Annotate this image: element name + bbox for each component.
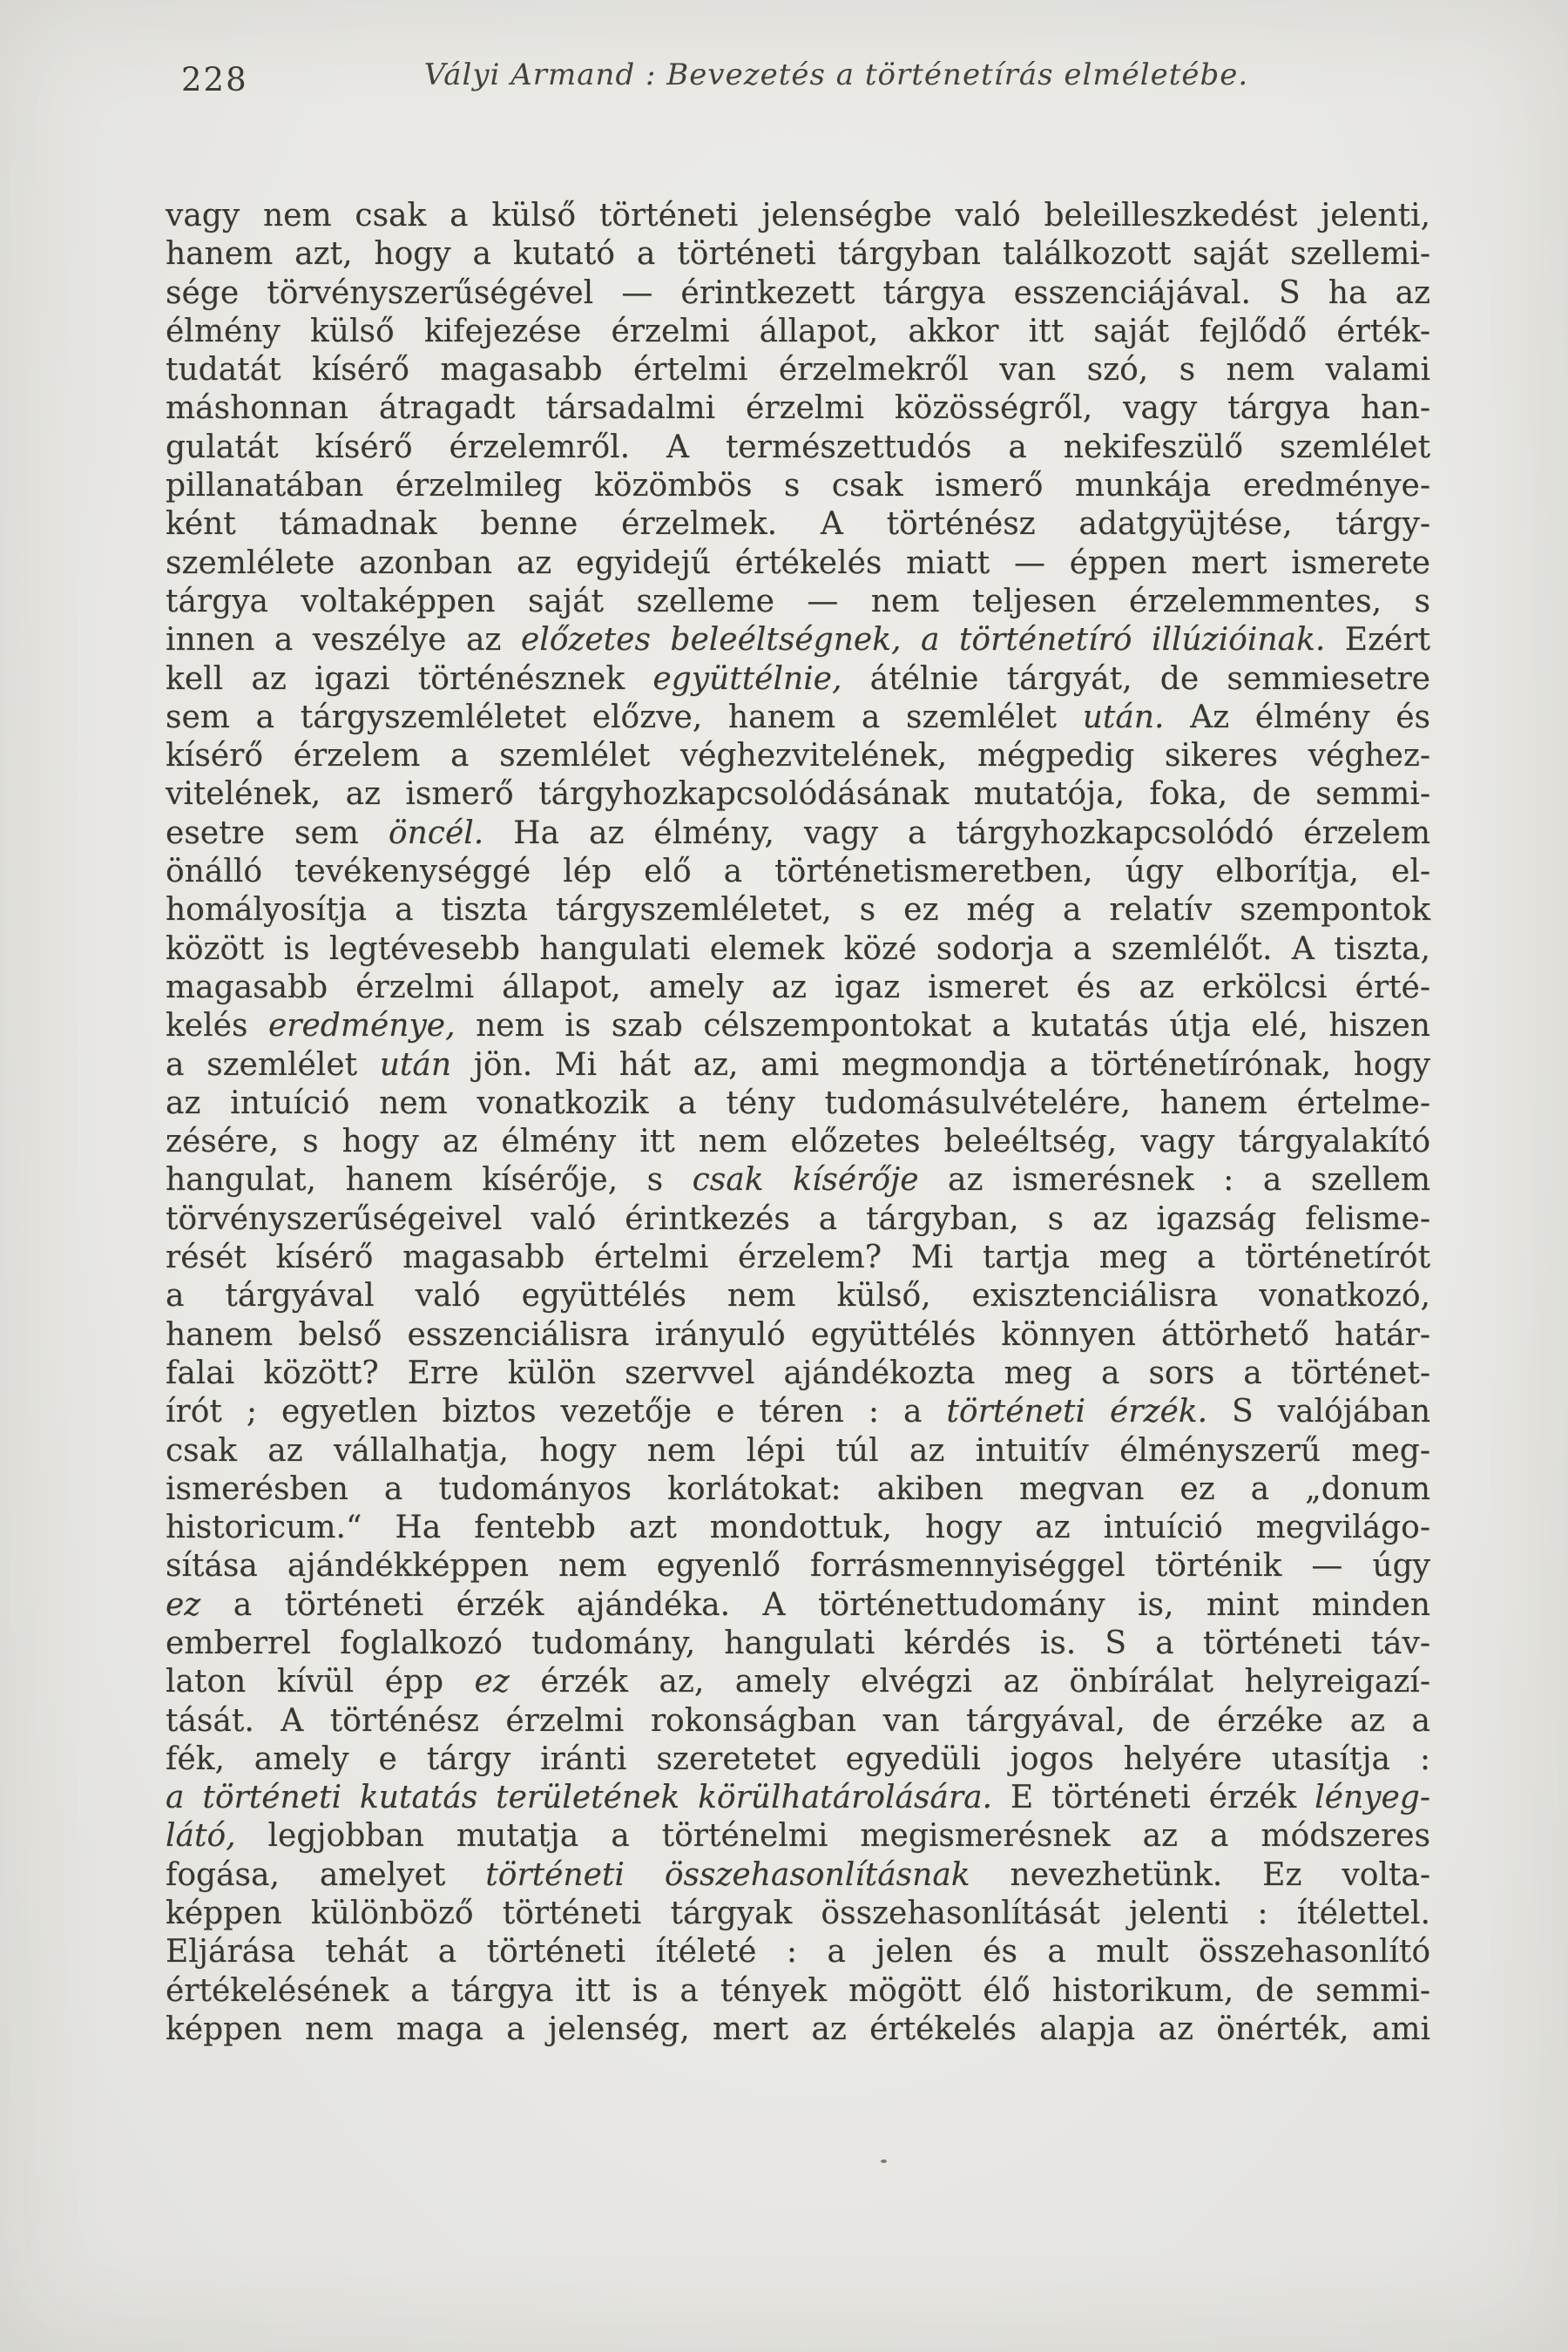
text-line: kelés eredménye, nem is szab célszempontokat a kutatás útja elé, hiszen [166, 1008, 1430, 1044]
text-line: látó, legjobban mutatja a történelmi megismerésnek az a módszeres [166, 1818, 1430, 1855]
text-line: laton kívül épp ez érzék az, amely elvégzi az önbírálat helyreigazí- [166, 1664, 1430, 1700]
text-line: sítása ajándékképpen nem egyenlő forrásmennyiséggel történik — úgy [166, 1548, 1430, 1585]
text-line: vagy nem csak a külső történeti jelenségbe való beleilleszkedést jelenti, [166, 198, 1430, 233]
text-line: csak az vállalhatja, hogy nem lépi túl az intuitív élményszerű meg- [166, 1432, 1430, 1469]
text-line: hanem belső esszenciálisra irányuló együttélés könnyen áttörhető határ- [166, 1316, 1430, 1353]
text-line: máshonnan átragadt társadalmi érzelmi közösségről, vagy tárgya han- [166, 390, 1430, 427]
text-line: tárgya voltaképpen saját szelleme — nem teljesen érzelemmentes, s [166, 583, 1430, 619]
text-line: értékelésének a tárgya itt is a tények mögött élő historikum, de semmi- [166, 1972, 1430, 2009]
text-line: esetre sem öncél. Ha az élmény, vagy a tárgyhozkapcsolódó érzelem [166, 814, 1430, 851]
text-line: törvényszerűségeivel való érintkezés a tárgyban, s az igazság felisme- [166, 1200, 1430, 1237]
text-line: historicum.“ Ha fentebb azt mondottuk, hogy az intuíció megvilágo- [166, 1510, 1430, 1546]
running-header: Vályi Armand : Bevezetés a történetírás elméletébe. [423, 57, 1249, 92]
text-line: ez a történeti érzék ajándéka. A történettudomány is, mint minden [166, 1586, 1430, 1623]
body-text [166, 197, 1430, 2049]
text-line: fogása, amelyet történeti összehasonlításnak nevezhetünk. Ez volta- [166, 1856, 1430, 1893]
text-line: innen a veszélye az előzetes beleéltségnek, a történetíró illúzióinak. Ezért [166, 622, 1431, 659]
text-line: ismerésben a tudományos korlátokat: akiben megvan ez a „donum [166, 1470, 1430, 1507]
text-line: vitelének, az ismerő tárgyhozkapcsolódásának mutatója, foka, de semmi- [166, 776, 1430, 813]
text-line: kell az igazi történésznek együttélnie, átélnie tárgyát, de semmiesetre [166, 660, 1430, 697]
text-line: Eljárása tehát a történeti ítéleté : a jelen és a mult összehasonlító [166, 1934, 1430, 1970]
text-line: között is legtévesebb hangulati elemek közé sodorja a szemlélőt. A tiszta, [166, 930, 1430, 967]
page-header [0, 57, 1568, 101]
text-line: a szemlélet után jön. Mi hát az, ami megmondja a történetírónak, hogy [166, 1046, 1430, 1083]
text-line: homályosítja a tiszta tárgyszemléletet, s ez még a relatív szempontok [166, 892, 1430, 929]
text-line: sége törvényszerűségével — érintkezett tárgya esszenciájával. S ha az [166, 274, 1430, 311]
text-line: rését kísérő magasabb értelmi érzelem? Mi tartja meg a történetírót [166, 1240, 1430, 1276]
text-line: emberrel foglalkozó tudomány, hangulati kérdés is. S a történeti táv- [166, 1625, 1430, 1661]
text-line: a tárgyával való együttélés nem külső, exisztenciálisra vonatkozó, [166, 1278, 1430, 1315]
text-line: gulatát kísérő érzelemről. A természettudós a nekifeszülő szemlélet [166, 429, 1430, 465]
text-line: képpen nem maga a jelenség, mert az értékelés alapja az önérték, ami [166, 2011, 1430, 2047]
text-line: tását. A történész érzelmi rokonságban van tárgyával, de érzéke az a [166, 1702, 1430, 1739]
text-line: képpen különböző történeti tárgyak összehasonlítását jelenti : ítélettel. [166, 1896, 1430, 1932]
text-line: hanem azt, hogy a kutató a történeti tárgyban találkozott saját szellemi- [166, 236, 1430, 273]
text-line: magasabb érzelmi állapot, amely az igaz ismeret és az erkölcsi érté- [166, 969, 1430, 1005]
text-line: önálló tevékenységgé lép elő a történetismeretben, úgy elborítja, el- [166, 854, 1430, 890]
text-line: zésére, s hogy az élmény itt nem előzetes beleéltség, vagy tárgyalakító [166, 1124, 1430, 1160]
text-line: szemlélete azonban az egyidejű értékelés miatt — éppen mert ismerete [166, 544, 1430, 581]
text-line: élmény külső kifejezése érzelmi állapot, akkor itt saját fejlődő érték- [166, 313, 1430, 349]
text-line: sem a tárgyszemléletet előzve, hanem a szemlélet után. Az élmény és [166, 699, 1431, 735]
text-line: a történeti kutatás területének körülhatárolására. E történeti érzék lényeg- [166, 1780, 1430, 1816]
text-line: kísérő érzelem a szemlélet véghezvitelének, mégpedig sikeres véghez- [166, 738, 1430, 774]
page-number: 228 [181, 61, 248, 98]
text-line: írót ; egyetlen biztos vezetője e téren : a történeti érzék. S valójában [166, 1394, 1431, 1430]
text-line: tudatát kísérő magasabb értelmi érzelmekről van szó, s nem valami [166, 352, 1430, 389]
paper-speck [881, 2159, 887, 2163]
text-line: pillanatában érzelmileg közömbös s csak ismerő munkája eredménye- [166, 468, 1430, 504]
text-line: az intuíció nem vonatkozik a tény tudomásulvételére, hanem értelme- [166, 1085, 1430, 1121]
text-line: ként támadnak benne érzelmek. A történész adatgyüjtése, tárgy- [166, 506, 1430, 543]
text-line: fék, amely e tárgy iránti szeretetet egyedüli jogos helyére utasítja : [166, 1740, 1430, 1777]
text-line: falai között? Erre külön szervvel ajándékozta meg a sors a történet- [166, 1355, 1430, 1391]
text-line: hangulat, hanem kísérője, s csak kísérője az ismerésnek : a szellem [166, 1162, 1430, 1199]
